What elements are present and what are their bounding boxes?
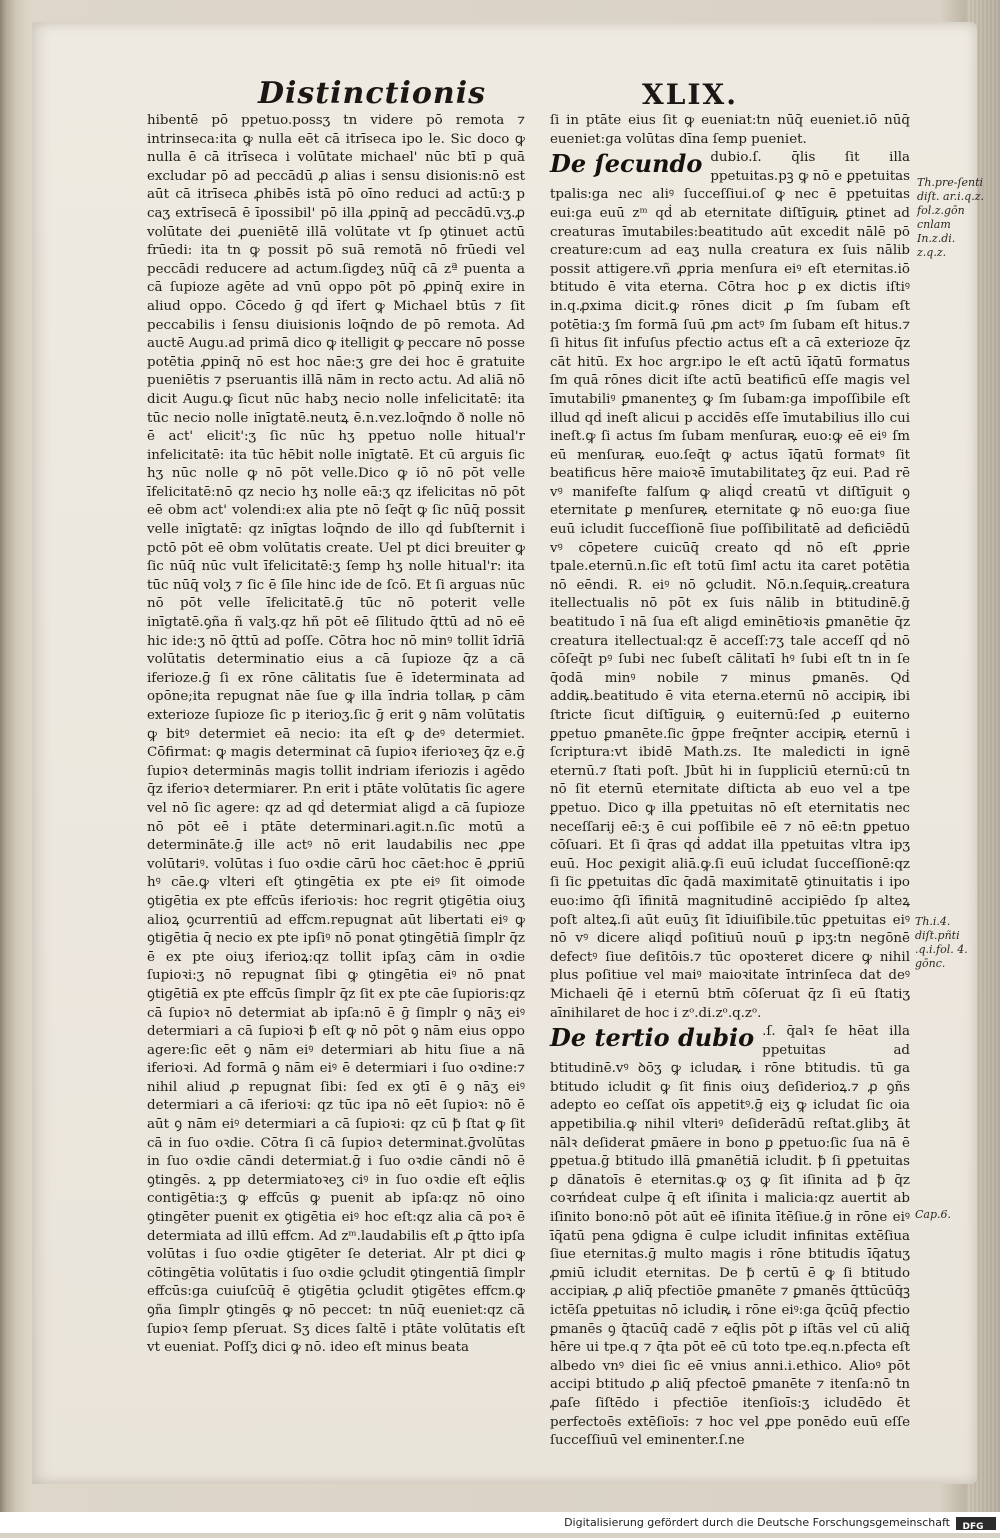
margin-note-3: Cap.6. (915, 1208, 952, 1221)
column-right-secundo-text: dubio.ſ. q̄lis ſit illa ppetuitas.pꝫ ꝙ nō e ꝑpetuitas tpalis:ga nec aliꝰ ſucceſſiui.oſ ꝙ nec ē ppetuitas eui:ga euū zᵐ qḋ ab eternitate diſtīguiꝶ ꝑtinet ad creaturas īmutabiles:beatitudo aūt excedit nālē pō creature:cum ad eaʒ nulla creatura ex ſuis nālib possit attigere.vñ ꝓpria menſura eiꝰ eſt eternitas.iō btitudo ē vita eterna. Cōtra hoc ꝑ ex dictis iſtiꝰ in.q.ꝓxima dicit.ꝙ rōnes dicit ꝓ ſm ſubam eſt potētia:ʒ ſm formā ſuū ꝓm actꝰ ſm ſubam eſt hitus.⁊ ſi hitus ſit infuſus pfectio actus eſt a cā exterioze q̄z cāt hitū. Ex hoc argr.ipo le eſt actū īq̄atū formatus ſm quā rōnes dicit iſte actū beatificū eſſe magis vel īmutabiliꝰ ꝑmanenteʒ ꝙ ſm ſubam:ga impoſſibile eſt illud qḋ ineſt alicui p accidēs eſſe īmutabilius illo cui ineſt.ꝙ ſi actus ſm ſubam menſuraꝶ euo:ꝙ eē eiꝰ ſm eū menſuraꝶ euo.ſeq̄t ꝙ actus īq̄atū formatꝰ ſit beatificus hēre maioꝛē īmutabilitateʒ q̄z eui. P.ad rē vꝰ manifeſte falſum ꝙ aliqḋ creatū vt diſtīguit ꝯ eternitate ꝑ menſureꝶ eternitate ꝙ nō euo:ga ſiue euū icludit ſucceſſionē ſiue poſſibilitatē ad deficiēdū vꝰ cōpetere cuicūq̄ creato qḋ nō eſt ꝓprie tpale.eternū.n.ſic eſt totū ſimꝉ actu ita caret potētia nō eēndi. R. eiꝰ nō ꝯcludit. Nō.n.ſequiꝶ.creatura itellectualis nō pōt ex ſuis nālib in btitudinē.ḡ beatitudo ī nā ſua eſt aligd eminētioꝛis ꝑmanētie q̄z creatura itellectual:qz ē acceſſ:⁊ʒ tale acceſſ qḋ nō cōſeq̄t pꝰ ſubi nec ſubeſt cālitatī hꝰ ſubi eſt tn in ſe q̄odā minꝰ nobile ⁊ minus ꝑmanēs. Qḋ addiꝶ.beatitudo ē vita eterna.eternū nō accipiꝶ ibi ſtricte ſicut diſtīguiꝶ ꝯ euiternū:ſed ꝓ euiterno ꝑpetuo ꝑmanēte.ſic ḡppe freq̄nter accipiꝶ eternū i ſcriptura:vt ibidē Math.zs. Ite maledicti in ignē eternū.⁊ ſtati poſt. Jbūt hi in ſuppliciū eternū:cū tn nō ſit eternū eternitate diſticta ab euo vel a tpe ꝑpetuo. Dico ꝙ illa ꝑpetuitas nō eſt eternitatis nec neceſſarij eē:ʒ ē cui poſſibile eē ⁊ nō eē:tn ꝑpetuo cōſuari. Et ſi q̄ras qḋ addat illa ppetuitas vltra ipʒ euū. Hoc ꝑexigit aliā.ꝙ.ſi euū icludat ſucceſſionē:qz ſi ſic ꝑpetuitas dīc q̄adā maximitatē ꝯtinuitatis i ipo euo:imo q̄ſi īfinitā magnitudinē accipiēdo ſp alteꝝ poſt alteꝝ.ſi aūt euūʒ ſit īdiuiſibile.tūc ꝑpetuitas eiꝰ nō vꝰ dicere aliqḋ poſitiuū nouū ꝑ ipʒ:tn negōnē defectꝰ ſiue deſitōis.⁊ tūc opoꝛteret dicere ꝙ nihil plus poſitiue vel maiꝰ maioꝛitate īntrinſeca dat deꝰ Michaeli q̄ē i eternū btm̄ cōſeruat q̄z ſi eū ſtatiʒ aīnihilaret de hoc i zᵒ.di.zᵒ.q.zᵒ. (550, 150, 910, 1021)
column-right-tertio-text: .ſ. q̄alꝛ ſe hēat illa ppetuitas ad btitudinē.vꝰ ꝺōʒ ꝙ icludaꝶ i rōne btitudis. tū ga btitudo icludit ꝙ ſit finis oiuʒ deſiderioꝝ.⁊ ꝓ ꝯñs adepto eo ceſſat oīs appetitꝰ.ḡ eiʒ ꝙ icludat ſic oia appetibilia.ꝙ nihil vlteriꝰ deſiderādū reſtat.glibʒ āt nālꝛ deſiderat ꝑmāere in bono ꝑ ꝑpetuo:ſic ſua nā ē ꝑpetua.ḡ btitudo illā ꝑmanētiā icludit. ꝥ ſi ꝑpetuitas ꝑ dānatoīs ē eternitas.ꝙ oʒ ꝙ ſit iſinita ad ꝥ q̄z coꝛrńdeat culpe q̄ eſt iſinita i malicia:qz auertit ab iſinito bono:nō pōt aūt eē iſinita ītēſiue.ḡ in rōne eiꝰ īq̄atū pena ꝯdigna ē culpe icludit infinitas extēſiua ſiue eternitas.ḡ multo magis i rōne btitudis īq̄atuʒ ꝓmiū icludit eternitas. De ꝥ certū ē ꝙ ſi btitudo accipiaꝶ ꝓ aliq̄ pfectiōe ꝑmanēte ⁊ ꝑmanēs q̄ttūcūq̄ꝫ ictēſa ꝑpetuitas nō icludiꝶ i rōne eiꝰ:ga q̄cūq̄ pfectio ꝑmanēs ꝯ q̄tacūq̄ cadē ⁊ eq̄lis pōt ꝑ iſtās vel cū aliq̄ hēre ui tpe.q ⁊ q̄ta pōt eē cū toto tpe.eq.n.pfecta eſt albedo vnꝰ diei ſic eē vnius anni.i.ethico. Alioꝰ pōt accipi btitudo ꝓ aliq̄ pfectoē ꝑmanēte ⁊ itenſa:nō tn ꝓaſe ſiſtēdo i pfectiōe itenſioīs:ʒ icludēdo ēt perfectoēs extēſioīs: ⁊ hoc vel ꝓpe ponēdo euū eſſe ſucceſſiuū vel eminenter.ſ.ne (550, 1024, 910, 1449)
section-heading-tertio: De tertio dubio (550, 1023, 755, 1053)
footer-credit-text: Digitalisierung gefördert durch die Deutsche Forschungsgemeinschaft (564, 1516, 950, 1529)
text-column-right (550, 112, 910, 1449)
margin-note-1: Th.pre-ſenti diſt. ar.i.q.z. fol.z.gōn cnlam In.z.di. z.q.z. (917, 176, 984, 259)
section-heading-secundo: De ſecundo (550, 149, 703, 179)
margin-note-2: Th.i.4. diſt.pñti .q.i.fol. 4. gōnc. (915, 915, 968, 970)
digitization-footer (0, 1512, 1000, 1533)
text-column-left (147, 112, 525, 1356)
dfg-logo: DFG (956, 1517, 996, 1530)
column-left-text: hibentē pō ppetuo.possʒ tn videre pō remota ⁊ intrinseca:ita ꝙ nulla eēt cā itrīseca ipo le. Sic doco ꝙ nulla ē cā itrīseca i volūtate michael' nūc btī p quā excludar pō ad peccādū ꝓ alias i sensu disionis:nō est aūt cā itrīseca ꝓhibēs istā pō oīno reduci ad actū:ʒ p caʒ extrīsecā ē īpossibil' pō illa ꝓpinq̄ ad peccādū.vʒ.ꝓ volūtate dei ꝓueniētē illā volūtate vt ſp ꝯtinuet actū frūedi: ita tn ꝙ possit pō suā remotā nō frūedi vel peccādi reducere ad actum.ſigdeʒ nūq̄ cā zª puenta a cā ſupioze agēte ad vnū oppo pōt pō ꝓpinq̄ exire in aliud oppo. Cōcedo ḡ qḋ īfert ꝙ Michael btūs ⁊ ſit peccabilis i ſensu diuisionis loq̄ndo de pō remota. Ad auctē Augu.ad primā dico ꝙ itelligit ꝙ peccare nō posse potētia ꝓpinq̄ nō est hoc nāe:ʒ gre dei hoc ē gratuite pueniētis ⁊ pseruantis illā nām in recto actu. Ad aliā nō dicit Augu.ꝙ ſicut nūc habʒ necio nolle infelicitatē: ita tūc necio nolle inīgtatē.neutꝝ ē.n.vez.loq̄ndo ð nolle nō ē act' elicit':ʒ ſic nūc hʒ ppetuo nolle hitual'r infelicitatē: ita tūc hēbit nolle inīgtatē. Et cū arguis ſic hʒ nūc nolle ꝙ nō pōt velle.Dico ꝙ iō nō pōt velle īfelicitatē:nō qz necio hʒ nolle eā:ʒ qz ifelicitas nō pōt eē obm act' volendi:ex alia pte nō ſeq̄t ꝙ ſic nūq̄ possit velle inīgtatē: qz inīgtas loq̄ndo de illo qḋ ſubſternit i pctō pōt eē obm volūtatis create. Uel pt dici breuiter ꝙ ſic nūq̄ nūc vult īfelicitatē:ʒ ſemp hʒ nolle hitual'r: ita tūc nūq̄ volʒ ⁊ ſic ē ſīle hinc ide de ſcō. Et ſi arguas nūc nō pōt velle īfelicitatē.ḡ tūc nō poterit velle inīgtatē.ꝯña ñ valʒ.qz hñ pōt eē ſīlitudo q̄ttū ad nō eē hic ide:ʒ nō q̄ttū ad poſſe. Cōtra hoc nō minꝰ tollit īdrīā volūtatis determinatio eius a cā ſupioze q̄z a cā iferioze.ḡ ſi ex rōne cālitatis ſue ē īdeterminata ad opōne;ita repugnat nāe ſue ꝙ illa īndria tollaꝶ p cām exterioze ſupioze ſic p iterioʒ.ſic ḡ erit ꝯ nām volūtatis ꝙ bitꝰ determiet eā necio: ita eſt ꝙ deꝰ determiet. Cōfirmat: ꝙ magis determinat cā ſupioꝛ iferioꝛeʒ q̄z e.ḡ ſupioꝛ determinās magis tollit indriam iferiozis i agēdo q̄z iferioꝛ determiarer. P.n erit i ptāte volūtatis ſic agere vel nō ſic agere: qz ad qḋ determiat aligd a cā ſupioze nō pōt eē i ptāte determinari.agit.n.ſic motū a determināte.ḡ ille actꝰ nō erit laudabilis nec ꝓpe volūtariꝰ. volūtas i ſuo oꝛdie cārū hoc cāet:hoc ē ꝓpriū hꝰ cāe.ꝙ vlteri eſt ꝯtingētia ex pte eiꝰ ſit oimode ꝯtigētia ex pte effcūs iferioꝛis: hoc regrit ꝯtigētia oiuʒ alioꝝ ꝯcurrentiū ad effcm.repugnat aūt libertati eiꝰ ꝙ ꝯtigētia q̄ necio ex pte ipſiꝰ nō ponat ꝯtingētiā ſimplr q̄z ē ex pte oiuʒ iferioꝝ:qz tollit ipſaʒ cām in oꝛdie ſupioꝛi:ʒ nō repugnat ſibi ꝙ ꝯtingētia eiꝰ nō pnat ꝯtigētiā ex pte effcūs ſimplr q̄z ſit ex pte cāe ſupioris:qz cā ſupioꝛ nō determiat ab ipſa:nō ē ḡ ſimplr ꝯ nāʒ eiꝰ determiari a cā ſupioꝛi ꝥ eſt ꝙ nō pōt ꝯ nām eius oppo agere:ſic eēt ꝯ nām eiꝰ determiari ab hitu ſiue a nā iferioꝛi. Ad formā ꝯ nām eiꝰ ē determiari i ſuo oꝛdine:⁊ nihil aliud ꝓ repugnat ſibi: ſed ex ꝯtī ē ꝯ nāʒ eiꝰ determiari a cā iferioꝛi: qz tūc ipa nō eēt ſupioꝛ: nō ē aūt ꝯ nām eiꝰ determiari a cā ſupioꝛi: qz cū ꝥ ſtat ꝙ ſit cā in ſuo oꝛdie. Cōtra ſi cā ſupioꝛ determinat.ḡvolūtas in ſuo oꝛdie cāndi determiat.ḡ i ſuo oꝛdie cāndi nō ē ꝯtingēs. ꝝ pp determiatoꝛeʒ ciꝰ in ſuo oꝛdie eſt eq̄lis contigētia:ʒ ꝙ effcūs ꝙ puenit ab ipſa:qz nō oino ꝯtingēter puenit ex ꝯtigētia eiꝰ hoc eſt:qz alia cā poꝛ ē determiata ad illū effcm. Ad zᵐ.laudabilis eſt ꝓ q̄tto ipſa volūtas i ſuo oꝛdie ꝯtigēter ſe deteriat. Alr pt dici ꝙ cōtingētia volūtatis i ſuo oꝛdie ꝯcludit ꝯtingentiā ſimplr effcūs:ga cuiuſcūq̄ ē ꝯtigētia ꝯcludit ꝯtigētes effcm.ꝙ ꝯña ſimplr ꝯtingēs ꝙ nō peccet: tn nūq̄ eueniet:qz cā ſupioꝛ ſemp pſeruat. Sʒ dices ſaltē i ptāte volūtatis eſt vt eueniat. Poſſʒ dici ꝙ nō. ideo eſt minus beata (147, 113, 525, 1356)
running-head-folio: XLIX. (642, 78, 738, 111)
running-head-left: Distinctionis (258, 76, 486, 111)
column-right-intro: ſi in ptāte eius ſit ꝙ eueniat:tn nūq̄ eueniet.iō nūq̄ eueniet:ga volūtas dīna ſemp pueniet. (550, 113, 910, 147)
